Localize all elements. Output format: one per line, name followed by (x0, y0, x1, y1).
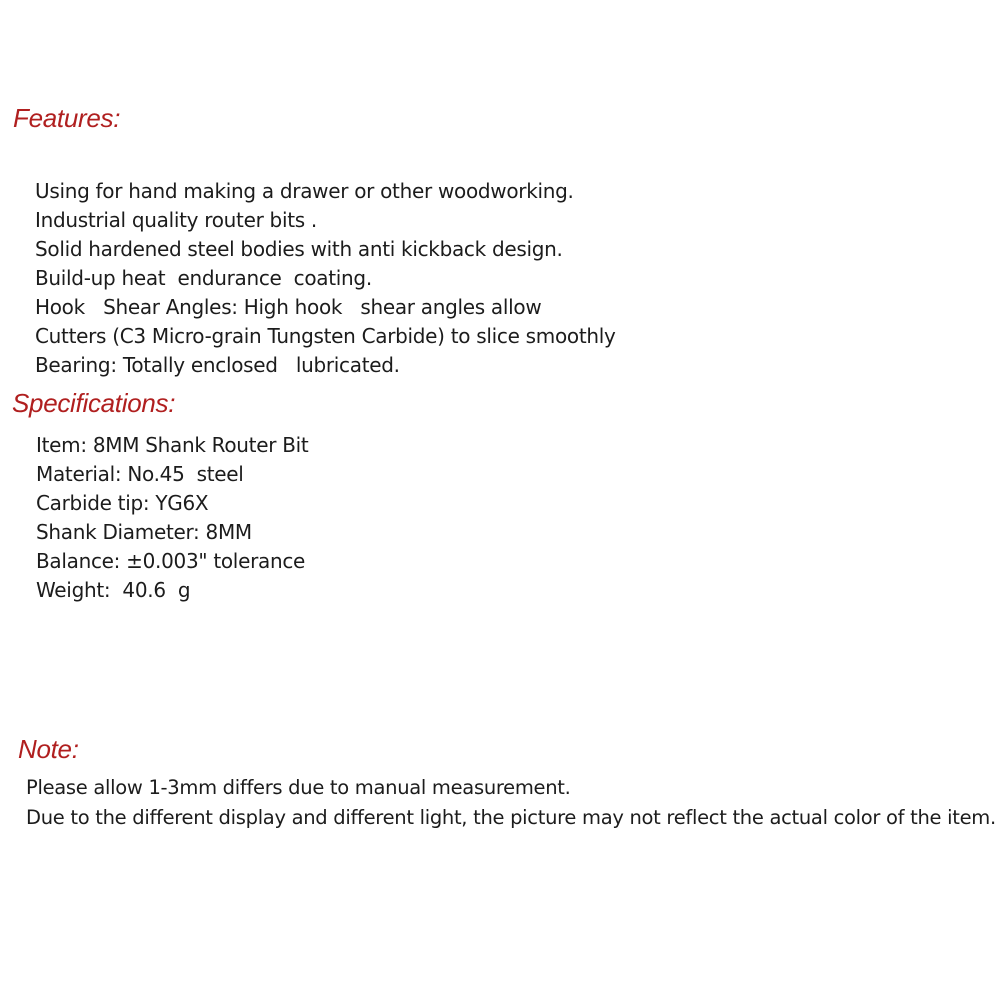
spec-line: Material: No.45 steel (36, 462, 244, 486)
spec-line: Carbide tip: YG6X (36, 491, 209, 515)
feature-line: Cutters (C3 Micro-grain Tungsten Carbide) to slice smoothly (35, 324, 616, 348)
specifications-heading: Specifications: (12, 388, 176, 418)
note-line: Due to the different display and different light, the picture may not reflect the actual color of the item. (26, 806, 996, 829)
spec-line: Item: 8MM Shank Router Bit (36, 433, 309, 457)
note-line: Please allow 1-3mm differs due to manual measurement. (26, 776, 571, 799)
feature-line: Industrial quality router bits . (35, 208, 317, 232)
spec-line: Shank Diameter: 8MM (36, 520, 252, 544)
note-list (26, 773, 996, 833)
features-list (35, 177, 616, 380)
spec-line: Weight: 40.6 g (36, 578, 191, 602)
features-heading: Features: (13, 103, 121, 133)
specifications-list (36, 431, 308, 605)
feature-line: Build-up heat endurance coating. (35, 266, 372, 290)
note-heading: Note: (18, 734, 79, 764)
feature-line: Using for hand making a drawer or other woodworking. (35, 179, 574, 203)
feature-line: Bearing: Totally enclosed lubricated. (35, 353, 400, 377)
feature-line: Solid hardened steel bodies with anti kickback design. (35, 237, 563, 261)
spec-line: Balance: ±0.003" tolerance (36, 549, 306, 573)
feature-line: Hook Shear Angles: High hook shear angles allow (35, 295, 542, 319)
